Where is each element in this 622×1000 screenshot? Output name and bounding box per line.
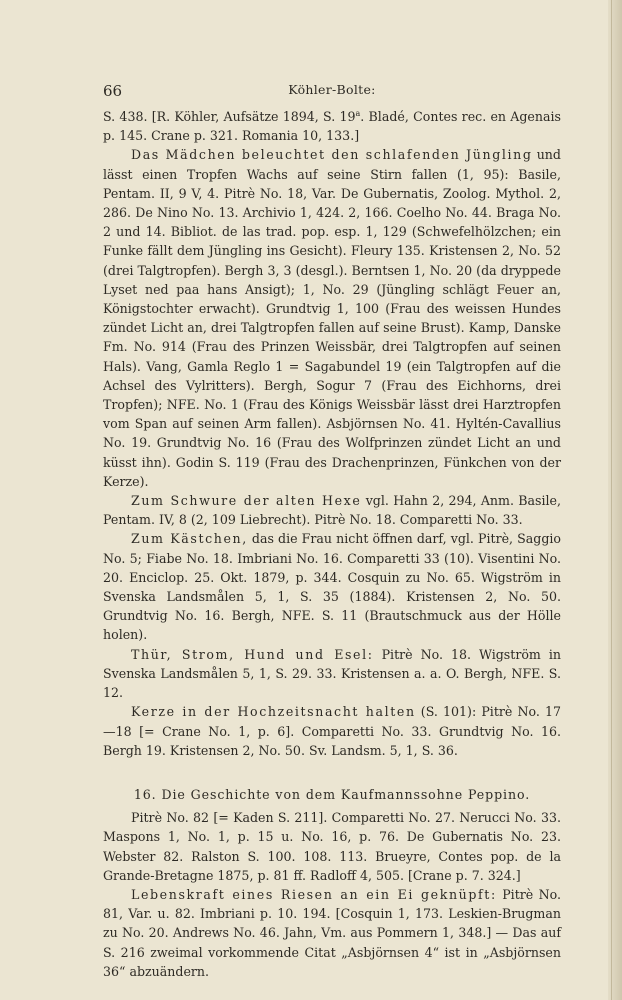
paragraph-lead: Thür, Strom, Hund und Esel: [131, 646, 374, 662]
page-edge-line [611, 0, 612, 1000]
paragraph-text: Pitrè No. 81, Var. u. 82. Imbriani p. 10. 194. [Cosquin 1, 173. Leskien-Brugman zu No. 20. Andrews No. 46. Jahn, Vm. aus Pommern 1, 348.] — Das auf S. 216 zweimal vorkommende Citat „Asbjörnsen 4“ ist in „Asbjörnsen 36“ abzuändern. [103, 886, 561, 979]
paragraph-text: vgl. Hahn 2, 294, Anm. Basile, Pentam. IV, 8 (2, 109 Liebrecht). Pitrè No. 18. Comparetti No. 33. [103, 493, 561, 528]
running-head: Köhler-Bolte: [288, 82, 376, 97]
paragraph-text: Pitrè No. 82 [= Kaden S. 211]. Comparetti No. 27. Nerucci No. 33. Maspons 1, No. 1, p. 15 u. No. 16, p. 76. De Gubernatis No. 23. Webster 82. Ralston S. 100. 108. 113. Brueyre, Contes pop. de la Grande-Bretagne 1875, p. 81 ff. Radloff 4, 505. [Crane p. 7. 324.] [103, 810, 561, 883]
section-title: Die Geschichte von dem Kaufmannssohne Peppino. [161, 786, 531, 802]
paragraph-text: und lässt einen Tropfen Wachs auf seine Stirn fallen (1, 95): Basile, Pentam. II, 9 V, 4. Pitrè No. 18, Var. De Gubernatis, Zoolog. Mythol. 2, 286. De Nino No. 13. Archivio 1, 424. 2, 166. Coelho No. 44. Braga No. 2 und 14. Bibliot. de las trad. pop. esp. 1, 129 (Schwefelhölzchen; ein Funke fällt dem Jüngling ins Gesicht). Fleury 135. Kristensen 2, No. 52 (drei Talgtropfen). Bergh 3, 3 (desgl.). Berntsen 1, No. 20 (da dryppede Lyset ned paa hans Ansigt); 1, No. 29 (Jüngling schlägt Feuer an, Königstochter erwacht). Grundtvig 1, 100 (Frau des weissen Hundes zündet Licht an, drei Talgtropfen fallen auf seine Brust). Kamp, Danske Fm. No. 914 (Frau des Prinzen Weissbär, drei Talgtropfen auf seinen Hals). Vang, Gamla Reglo 1 = Sagabundel 19 (ein Talgtropfen auf die Achsel des Vylritters). Bergh, Sogur 7 (Frau des Eichhorns, drei Tropfen); NFE. No. 1 (Frau des Königs Weissbär lässt drei Harztropfen vom Span auf seinen Arm fallen). Asbjörnsen No. 41. Hyltén-Cavallius No. 19. Grundtvig No. 16 (Frau des Wolfprinzen zündet Licht an und küsst ihn). Godin S. 119 (Frau des Drachenprinzen, Fünkchen von der Kerze). [103, 147, 561, 489]
paragraph-lead: Lebenskraft eines Riesen an ein Ei geknüpft: [131, 886, 497, 902]
paragraph-lead: Kerze in der Hochzeitsnacht halten [131, 704, 416, 720]
paragraph [103, 645, 561, 703]
paragraph-lead: Das Mädchen beleuchtet den schlafenden Jüngling [131, 147, 533, 163]
paragraph [103, 808, 561, 885]
paragraph [103, 702, 561, 760]
paragraph-text: S. 438. [R. Köhler, Aufsätze 1894, S. 19 [103, 109, 356, 124]
paragraph-lead: Zum Kästchen, [131, 531, 248, 547]
paragraph [103, 145, 561, 491]
paragraph [103, 529, 561, 644]
section-number: 16. [133, 786, 157, 802]
paragraph-text: (S. 101): Pitrè No. 17—18 [= Crane No. 1, p. 6]. Comparetti No. 33. Grundtvig No. 16. Bergh 19. Kristensen 2, No. 50. Sv. Landsm. 5, 1, S. 36. [103, 704, 562, 758]
paragraph-text: das die Frau nicht öffnen darf, vgl. Pitrè, Saggio No. 5; Fiabe No. 18. Imbriani No. 16. Comparetti 33 (10). Visentini No. 20. Enciclop. 25. Okt. 1879, p. 344. Cosquin zu No. 65. Wigström in Svenska Landsmålen 5, 1, S. 35 (1884). Kristensen 2, No. 50. Grundtvig No. 16. Bergh, NFE. S. 11 (Brautschmuck aus der Hölle holen). [103, 531, 561, 643]
page-body [103, 107, 561, 981]
page-number: 66 [103, 82, 123, 100]
paragraph [103, 885, 561, 981]
paragraph-text: . Bladé, Contes rec. en Agenais p. 145. Crane p. 321. Romania 10, 133.] [103, 109, 561, 144]
paragraph-lead: Zum Schwure der alten Hexe [131, 493, 362, 509]
page-header [103, 82, 561, 104]
superscript: a [355, 108, 361, 118]
paragraph [103, 491, 561, 529]
section-heading [103, 785, 561, 804]
paragraph-continuation [103, 107, 561, 145]
paragraph-text: Pitrè No. 18. Wigström in Svenska Landsmålen 5, 1, S. 29. 33. Kristensen a. a. O. Bergh, NFE. S. 12. [103, 646, 562, 701]
